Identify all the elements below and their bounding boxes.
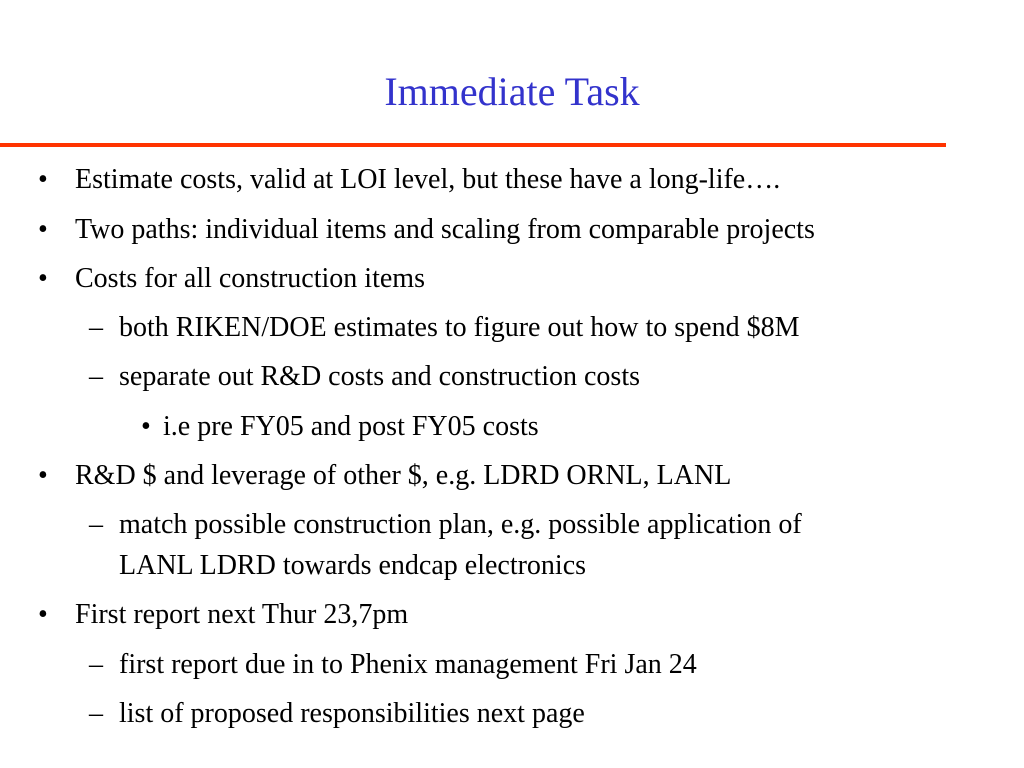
bullet-text: First report next Thur 23,7pm — [75, 599, 409, 630]
bullet-marker: • — [38, 599, 48, 630]
sub-bullet-text-continuation: LANL LDRD towards endcap electronics — [119, 550, 587, 581]
dash-marker: – — [89, 698, 103, 729]
bullet-marker: • — [141, 411, 151, 442]
dash-marker: – — [89, 509, 103, 540]
bullet-marker: • — [38, 164, 48, 195]
sub-bullet-text: both RIKEN/DOE estimates to figure out how to spend $8M — [119, 312, 800, 343]
dash-marker: – — [89, 649, 103, 680]
sub-bullet-text: list of proposed responsibilities next page — [119, 698, 585, 729]
dash-marker: – — [89, 312, 103, 343]
bullet-marker: • — [38, 214, 48, 245]
bullet-marker: • — [38, 263, 48, 294]
sub-bullet-text: first report due in to Phenix management Fri Jan 24 — [119, 649, 697, 680]
slide-title: Immediate Task — [384, 69, 640, 114]
bullet-marker: • — [38, 460, 48, 491]
bullet-text: Costs for all construction items — [75, 263, 425, 294]
sub-bullet-text: match possible construction plan, e.g. possible application of — [119, 509, 802, 540]
bullet-text: Estimate costs, valid at LOI level, but these have a long-life…. — [75, 164, 781, 195]
bullet-text: R&D $ and leverage of other $, e.g. LDRD ORNL, LANL — [75, 460, 732, 491]
title-divider — [0, 143, 946, 147]
bullet-text: Two paths: individual items and scaling from comparable projects — [75, 214, 815, 245]
sub-bullet-text: separate out R&D costs and construction costs — [119, 361, 641, 392]
sub-sub-bullet-text: i.e pre FY05 and post FY05 costs — [163, 411, 539, 442]
dash-marker: – — [89, 361, 103, 392]
